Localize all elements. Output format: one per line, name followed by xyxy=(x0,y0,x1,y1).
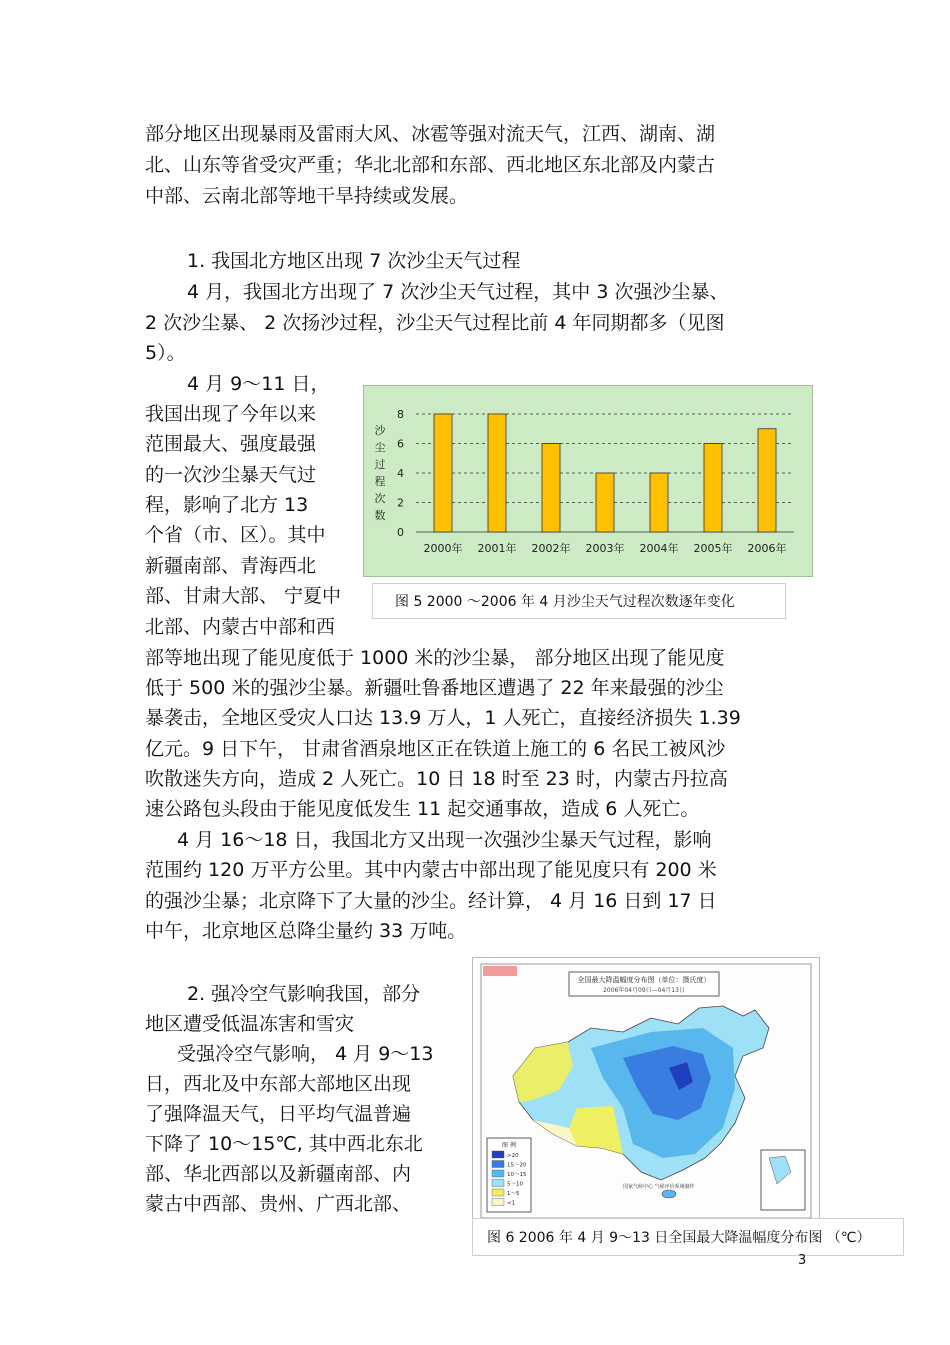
paragraph-line: 北部、内蒙古中部和西 xyxy=(145,616,336,638)
figure-6-caption: 图 6 2006 年 4 月 9～13 日全国最大降温幅度分布图 （℃） xyxy=(472,1218,904,1256)
legend-swatch xyxy=(492,1161,504,1168)
y-axis-label-char: 尘 xyxy=(374,441,386,454)
paragraph-line: 了强降温天气，日平均气温普遍 xyxy=(145,1103,412,1125)
legend-title: 图 例 xyxy=(502,1142,516,1149)
x-tick-label: 2003年 xyxy=(585,542,625,555)
bar xyxy=(596,473,614,532)
paragraph-line: 范围约 120 万平方公里。其中内蒙古中部出现了能见度只有 200 米 xyxy=(145,859,717,881)
section-heading: 1. 我国北方地区出现 7 次沙尘天气过程 xyxy=(187,250,521,272)
paragraph-line: 受强冷空气影响， 4 月 9～13 xyxy=(177,1043,434,1065)
paragraph-line: 低于 500 米的强沙尘暴。新疆吐鲁番地区遭遇了 22 年来最强的沙尘 xyxy=(145,677,724,699)
x-tick-label: 2004年 xyxy=(639,542,679,555)
paragraph-line: 暴袭击，全地区受灾人口达 13.9 万人，1 人死亡，直接经济损失 1.39 xyxy=(145,707,741,729)
legend-swatch xyxy=(492,1180,504,1187)
x-tick-label: 2000年 xyxy=(423,542,463,555)
bar xyxy=(650,473,668,532)
paragraph-line: 范围最大、强度最强 xyxy=(145,433,317,455)
bar xyxy=(542,444,560,533)
paragraph-line: 我国出现了今年以来 xyxy=(145,403,317,425)
map-subtitle: 2006年04月09日—04月13日 xyxy=(603,987,685,994)
y-tick-label: 2 xyxy=(397,496,404,510)
y-axis-label-char: 次 xyxy=(374,492,386,505)
paragraph-line: 4 月 9～11 日， xyxy=(187,373,330,395)
hainan-island xyxy=(662,1190,676,1198)
y-tick-label: 6 xyxy=(397,437,404,451)
paragraph-line: 中午，北京地区总降尘量约 33 万吨。 xyxy=(145,920,467,942)
x-tick-label: 2002年 xyxy=(531,542,571,555)
paragraph-line: 北、山东等省受灾严重；华北北部和东部、西北地区东北部及内蒙古 xyxy=(145,154,716,176)
bar xyxy=(758,429,776,532)
paragraph-line: 部分地区出现暴雨及雷雨大风、冰雹等强对流天气，江西、湖南、湖 xyxy=(145,123,716,145)
paragraph-line: 亿元。9 日下午， 甘肃省酒泉地区正在铁道上施工的 6 名民工被风沙 xyxy=(145,738,726,760)
legend-label: 1～5 xyxy=(507,1191,520,1197)
section-heading: 2. 强冷空气影响我国，部分 xyxy=(187,983,421,1005)
legend-label: <1 xyxy=(507,1200,516,1207)
paragraph-line: 吹散迷失方向，造成 2 人死亡。10 日 18 时至 23 时，内蒙古丹拉高 xyxy=(145,768,728,790)
y-axis-label-char: 程 xyxy=(374,475,386,488)
x-tick-label: 2005年 xyxy=(693,542,733,555)
dust-chart-svg xyxy=(364,386,812,576)
legend-label: 10～15 xyxy=(507,1172,527,1178)
legend-swatch xyxy=(492,1199,504,1206)
map-corner-tag xyxy=(483,966,517,976)
page-number: 3 xyxy=(798,1253,807,1268)
legend-swatch xyxy=(492,1170,504,1177)
map-title: 全国最大降温幅度分布图（单位：摄氏度） xyxy=(577,976,711,984)
dust-chart xyxy=(363,385,813,577)
y-tick-label: 0 xyxy=(397,526,404,539)
paragraph-line: 个省（市、区）。其中 xyxy=(145,524,326,546)
paragraph-line: 新疆南部、青海西北 xyxy=(145,555,317,577)
y-tick-label: 4 xyxy=(397,467,404,480)
temperature-drop-map xyxy=(472,957,820,1224)
legend-swatch xyxy=(492,1151,504,1158)
section-heading: 地区遭受低温冻害和雪灾 xyxy=(145,1013,355,1035)
paragraph-line: 5）。 xyxy=(145,342,186,364)
paragraph-line: 日，西北及中东部大部地区出现 xyxy=(145,1073,412,1095)
y-axis-label-char: 数 xyxy=(374,509,386,522)
legend-label: 15～20 xyxy=(507,1162,527,1169)
paragraph-line: 2 次沙尘暴、 2 次扬沙过程，沙尘天气过程比前 4 年同期都多（见图 xyxy=(145,312,725,334)
map-svg xyxy=(473,958,819,1223)
bar xyxy=(704,444,722,533)
paragraph-line: 的强沙尘暴；北京降下了大量的沙尘。经计算， 4 月 16 日到 17 日 xyxy=(145,890,717,912)
paragraph-line: 部、甘肃大部、 宁夏中 xyxy=(145,585,342,607)
bar xyxy=(488,414,506,532)
legend-swatch xyxy=(492,1189,504,1196)
paragraph-line: 4 月，我国北方出现了 7 次沙尘天气过程，其中 3 次强沙尘暴、 xyxy=(187,281,729,303)
paragraph-line: 4 月 16～18 日，我国北方又出现一次强沙尘暴天气过程，影响 xyxy=(177,829,712,851)
y-axis-label-char: 沙 xyxy=(374,424,386,437)
paragraph-line: 的一次沙尘暴天气过 xyxy=(145,464,317,486)
y-tick-label: 8 xyxy=(397,408,404,421)
paragraph-line: 下降了 10～15℃, 其中西北东北 xyxy=(145,1133,423,1155)
x-tick-label: 2006年 xyxy=(747,542,787,555)
paragraph-line: 中部、云南北部等地干旱持续或发展。 xyxy=(145,185,469,207)
paragraph-line: 速公路包头段由于能见度低发生 11 起交通事故，造成 6 人死亡。 xyxy=(145,798,700,820)
paragraph-line: 蒙古中西部、贵州、广西北部、 xyxy=(145,1193,412,1215)
paragraph-line: 程，影响了北方 13 xyxy=(145,494,309,516)
paragraph-line: 部、华北西部以及新疆南部、内 xyxy=(145,1163,412,1185)
legend-label: >20 xyxy=(507,1153,519,1159)
figure-5-caption: 图 5 2000 ～2006 年 4 月沙尘天气过程次数逐年变化 xyxy=(372,583,786,619)
legend-label: 5～10 xyxy=(507,1181,523,1188)
map-credit: 国家气候中心 气候评价系统制作 xyxy=(623,1184,695,1190)
bar xyxy=(434,414,452,532)
y-axis-label-char: 过 xyxy=(374,458,386,471)
x-tick-label: 2001年 xyxy=(477,542,517,555)
paragraph-line: 部等地出现了能见度低于 1000 米的沙尘暴， 部分地区出现了能见度 xyxy=(145,647,725,669)
